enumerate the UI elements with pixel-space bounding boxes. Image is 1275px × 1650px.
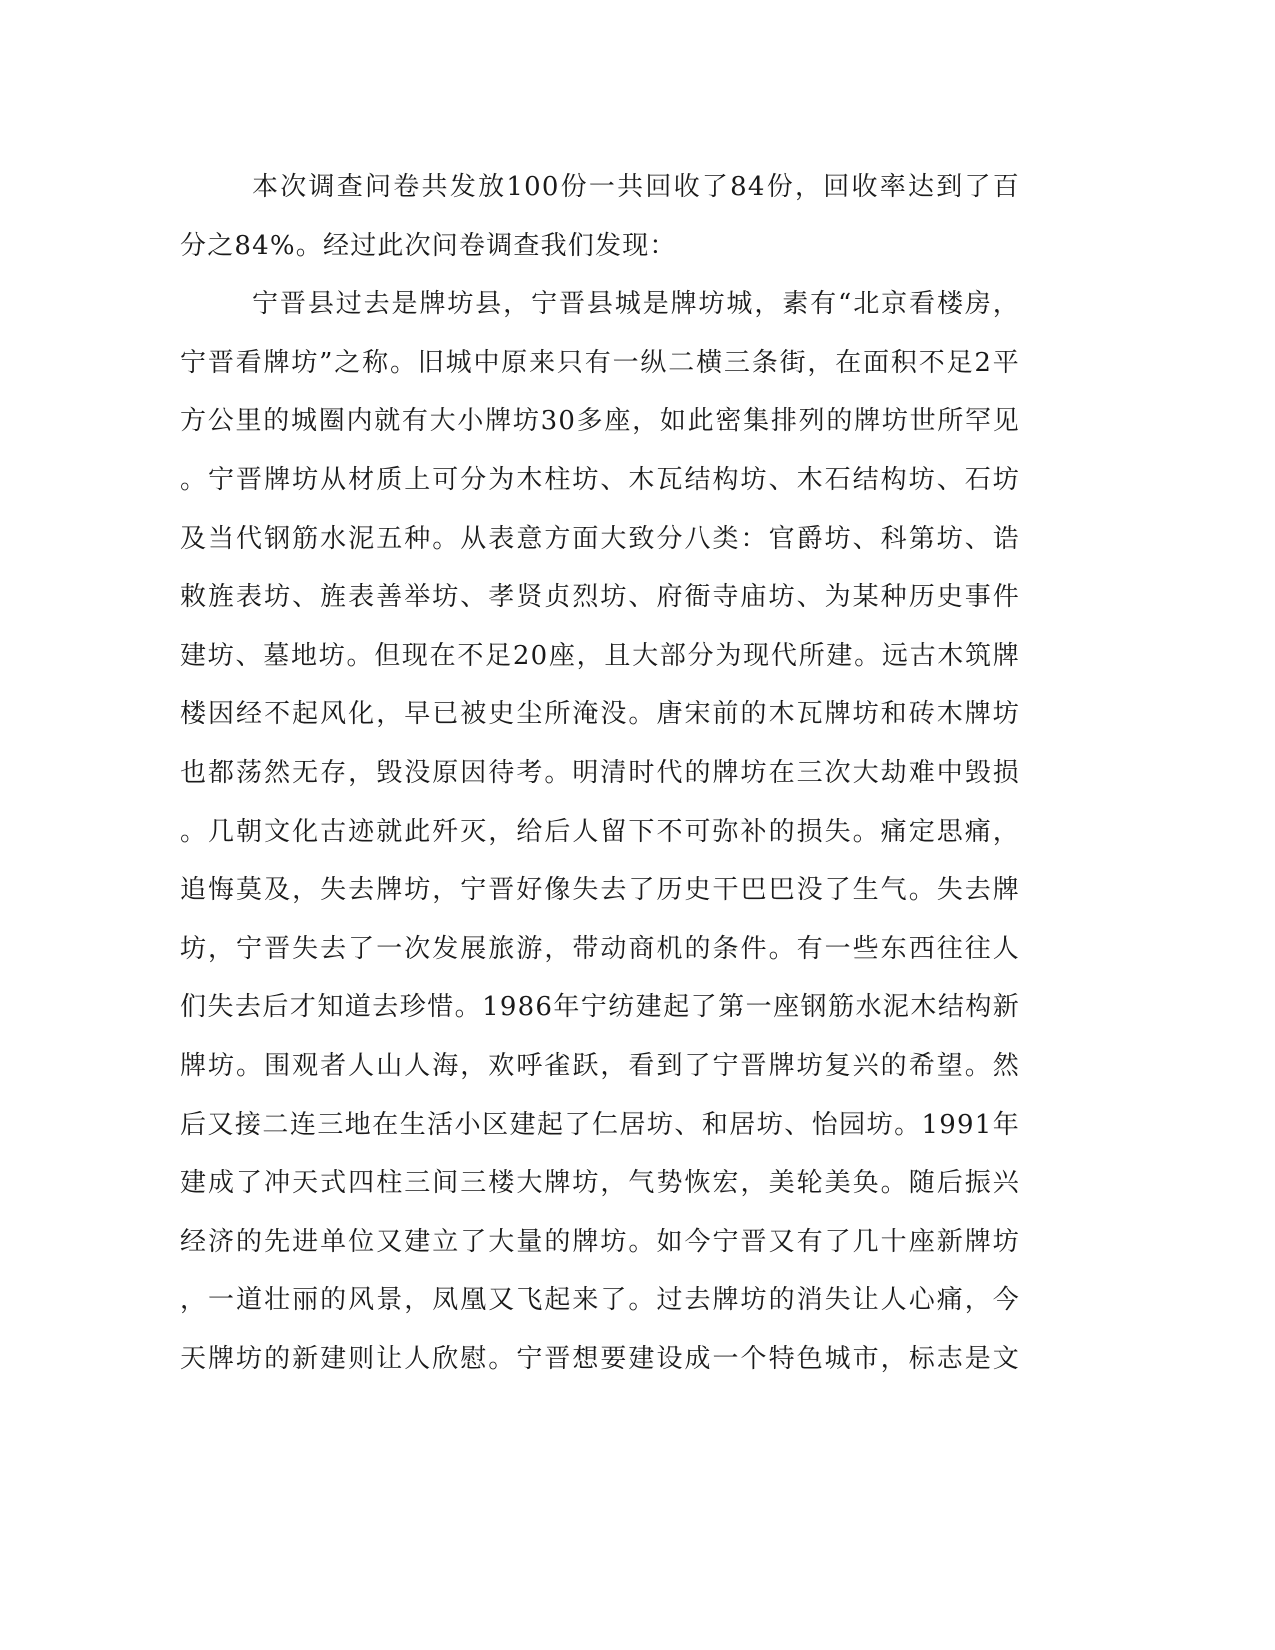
paragraph-2-line-3: 方公里的城圈内就有大小牌坊30多座，如此密集排列的牌坊世所罕见 (180, 406, 1020, 437)
paragraph-2-line-13: 们失去后才知道去珍惜。1986年宁纺建起了第一座钢筋水泥木结构新 (180, 992, 1020, 1023)
paragraph-2-line-9: 也都荡然无存，毁没原因待考。明清时代的牌坊在三次大劫难中毁损 (180, 757, 1020, 788)
paragraph-2-line-15: 后又接二连三地在生活小区建起了仁居坊、和居坊、怡园坊。1991年 (180, 1109, 1020, 1140)
paragraph-2-line-11: 追悔莫及，失去牌坊，宁晋好像失去了历史干巴巴没了生气。失去牌 (180, 875, 1020, 906)
paragraph-2-line-4: 。宁晋牌坊从材质上可分为木柱坊、木瓦结构坊、木石结构坊、石坊 (180, 464, 1020, 495)
paragraph-2-line-16: 建成了冲天式四柱三间三楼大牌坊，气势恢宏，美轮美奂。随后振兴 (180, 1168, 1020, 1199)
paragraph-1-line-2: 分之84%。经过此次问卷调查我们发现： (180, 230, 677, 261)
paragraph-2-line-7: 建坊、墓地坊。但现在不足20座，且大部分为现代所建。远古木筑牌 (180, 640, 1020, 671)
paragraph-2-line-19: 天牌坊的新建则让人欣慰。宁晋想要建设成一个特色城市，标志是文 (180, 1343, 1020, 1374)
paragraph-2-line-8: 楼因经不起风化，早已被史尘所淹没。唐宋前的木瓦牌坊和砖木牌坊 (180, 699, 1020, 730)
body-text (180, 158, 1020, 1388)
paragraph-2-line-6: 敕旌表坊、旌表善举坊、孝贤贞烈坊、府衙寺庙坊、为某种历史事件 (180, 582, 1020, 613)
paragraph-1-line-1: 本次调查问卷共发放100份一共回收了84份，回收率达到了百 (252, 172, 1020, 202)
paragraph-2-line-1: 宁晋县过去是牌坊县，宁晋县城是牌坊城，素有“北京看楼房， (252, 289, 1020, 320)
paragraph-2-line-14: 牌坊。围观者人山人海，欢呼雀跃，看到了宁晋牌坊复兴的希望。然 (180, 1050, 1020, 1081)
paragraph-2-line-18: ，一道壮丽的风景，凤凰又飞起来了。过去牌坊的消失让人心痛，今 (180, 1285, 1020, 1316)
paragraph-2-line-5: 及当代钢筋水泥五种。从表意方面大致分八类：官爵坊、科第坊、诰 (180, 523, 1020, 554)
paragraph-2-line-2: 宁晋看牌坊”之称。旧城中原来只有一纵二横三条街，在面积不足2平 (180, 347, 1020, 378)
paragraph-2-line-17: 经济的先进单位又建立了大量的牌坊。如今宁晋又有了几十座新牌坊 (180, 1226, 1020, 1257)
paragraph-2-line-10: 。几朝文化古迹就此歼灭，给后人留下不可弥补的损失。痛定思痛， (180, 816, 1020, 847)
paragraph-2-line-12: 坊，宁晋失去了一次发展旅游，带动商机的条件。有一些东西往往人 (180, 933, 1020, 964)
